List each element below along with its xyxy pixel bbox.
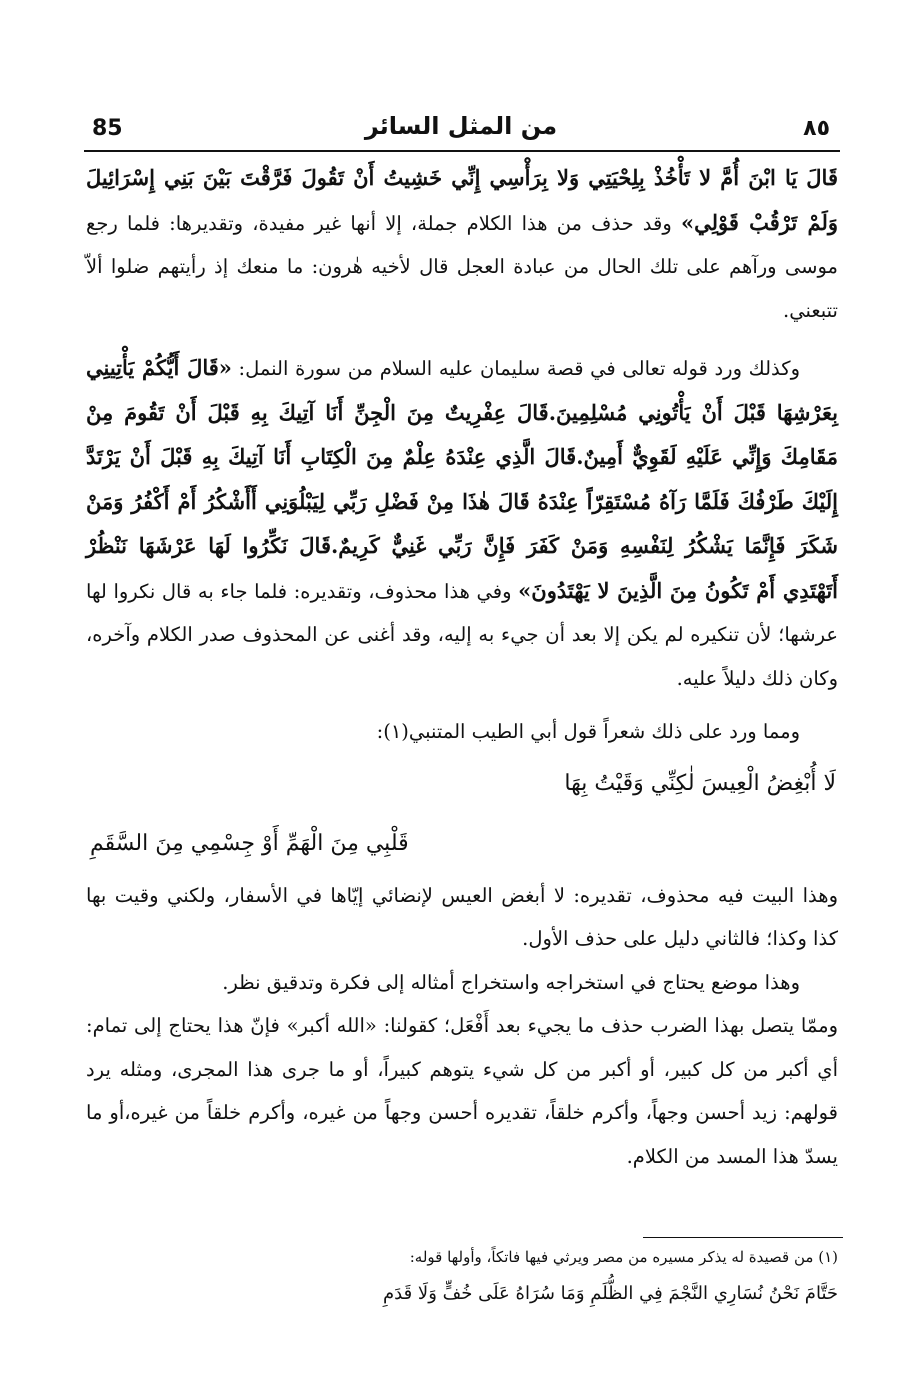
paragraph-2: [86, 346, 838, 700]
paragraph-3: ومما ورد على ذلك شعراً قول أبي الطيب المتنبي(١):: [376, 720, 800, 743]
paragraph-2-text: وفي هذا محذوف، وتقديره: فلما جاء به قال نكروا لها عرشها؛ لأن تنكيره لم يكن إلا بعد أن جيء به إليه، وقد أغنى عن المحذوف صدر الكلام وآخره، وكان ذلك دليلاً عليه.: [86, 579, 838, 690]
paragraph-4: وهذا البيت فيه محذوف، تقديره: لا أبغض العيس لإنضائي إيّاها في الأسفار، ولكني وقيت بها كذا وكذا؛ فالثاني دليل على حذف الأول.: [86, 883, 838, 950]
paragraph-2-intro: وكذلك ورد قوله تعالى في قصة سليمان عليه السلام من سورة النمل:: [231, 357, 800, 380]
page-number-arabic: ٨٥: [803, 116, 830, 141]
quran-quote-2: «قَالَ أَيُّكُمْ يَأْتِينِي بِعَرْشِهَا قَبْلَ أَنْ يَأْتُونِي مُسْلِمِينَ.قَالَ عِفْرِيتٌ مِنَ الْجِنِّ أَنَا آتِيكَ بِهِ قَبْلَ أَنْ تَقُومَ مِنْ مَقَامِكَ وَإِنِّي عَلَيْهِ لَقَوِيٌّ أَمِينٌ.قَالَ الَّذِي عِنْدَهُ عِلْمٌ مِنَ الْكِتَابِ أَنَا آتِيكَ بِهِ قَبْلَ أَنْ يَرْتَدَّ إِلَيْكَ طَرْفُكَ فَلَمَّا رَآهُ مُسْتَقِرّاً عِنْدَهُ قَالَ هٰذَا مِنْ فَضْلِ رَبِّي لِيَبْلُوَنِي أَأَشْكُرُ أَمْ أَكْفُرُ وَمَنْ شَكَرَ فَإِنَّمَا يَشْكُرُ لِنَفْسِهِ وَمَنْ كَفَرَ فَإِنَّ رَبِّي غَنِيٌّ كَرِيمٌ.قَالَ نَكِّرُوا لَهَا عَرْشَهَا نَنْظُرْ أَتَهْتَدِي أَمْ تَكُونُ مِنَ الَّذِينَ لا يَهْتَدُونَ»: [86, 355, 838, 603]
page-number-western: 85: [92, 116, 123, 141]
footnote: [86, 1242, 838, 1316]
poem-hemistich-2: قَلْبِي مِنَ الْهَمِّ أَوْ جِسْمِي مِنَ السَّقَمِ: [90, 830, 409, 856]
header-rule: [84, 150, 840, 152]
paragraph-1: [86, 156, 838, 332]
footnote-text: (١) من قصيدة له يذكر مسيره من مصر ويرثي فيها فاتكاً، وأولها قوله:: [409, 1248, 838, 1266]
footnote-rule: [643, 1237, 843, 1238]
poem-hemistich-1: لَا أُبْغِضُ الْعِيسَ لٰكِنِّي وَقَيْتُ بِهَا: [564, 770, 836, 796]
footnote-verse: حَتَّامَ نَحْنُ نُسَارِي النَّجْمَ فِي الظُّلَمِ وَمَا سُرَاهُ عَلَى خُفٍّ وَلَا قَدَمِ: [383, 1283, 838, 1304]
quran-quote-1: قَالَ يَا ابْنَ أُمَّ لا تَأْخُذْ بِلِحْيَتِي وَلا بِرَأْسِي إِنِّي خَشِيتُ أَنْ تَقُولَ فَرَّقْتَ بَيْنَ بَنِي إِسْرَائِيلَ وَلَمْ تَرْقُبْ قَوْلِي»: [86, 165, 838, 235]
paragraph-6: وممّا يتصل بهذا الضرب حذف ما يجيء بعد أَفْعَل؛ كقولنا: «الله أكبر» فإنّ هذا يحتاج إلى تمام: أي أكبر من كل كبير، أو أكبر من كل شيء يتوهم كبيراً، أو ما جرى هذا المجرى، ومثله يرد قولهم: زيد أحسن وجهاً، وأكرم خلقاً، تقديره أحسن وجهاً من غيره، وأكرم خلقاً من غيره،أو ما يسدّ هذا المسد من الكلام.: [86, 1014, 838, 1168]
main-text: [86, 156, 838, 1178]
running-header: [80, 112, 842, 152]
paragraph-5: وهذا موضع يحتاج في استخراجه واستخراج أمثاله إلى فكرة وتدقيق نظر.: [222, 970, 800, 994]
running-title: من المثل السائر: [364, 112, 558, 140]
paragraph-1-text: وقد حذف من هذا الكلام جملة، إلا أنها غير مفيدة، وتقديرها: فلما رجع موسى ورآهم على تلك الحال من عبادة العجل قال لأخيه هٰرون: ما منعك إذ رأيتهم ضلوا ألاّ تتبعني.: [86, 211, 838, 322]
